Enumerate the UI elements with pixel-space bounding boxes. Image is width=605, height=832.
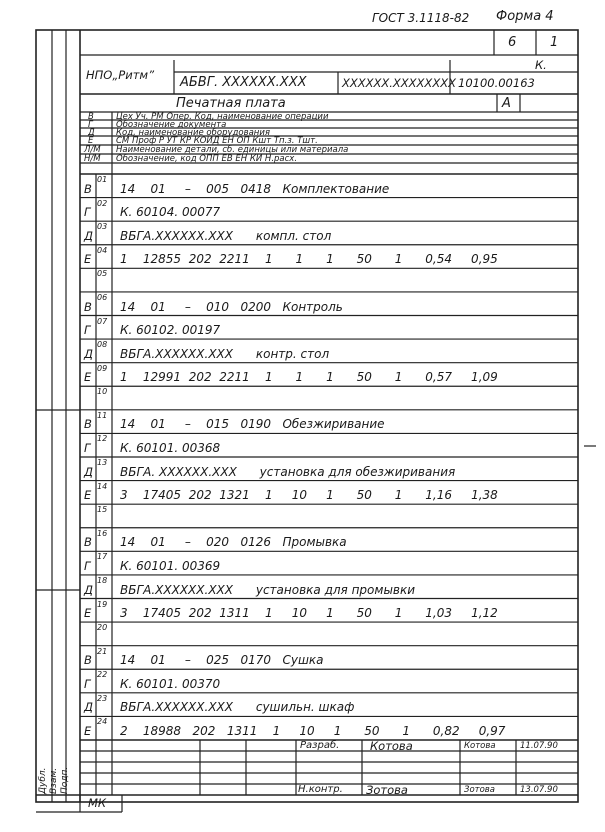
row-text: К. 60101. 00369 xyxy=(120,558,221,573)
legend-letter-nm: Н/М xyxy=(84,154,101,164)
row-text: 14 01 – 005 0418 Комплектование xyxy=(120,181,390,196)
row-number: 24 xyxy=(97,717,108,727)
organization-name: НПО„Ритм” xyxy=(86,68,155,82)
legend-text-lm: Наименование детали, сб. единицы или материала xyxy=(116,145,349,155)
row-number: 04 xyxy=(97,245,108,255)
row-number: 22 xyxy=(97,670,108,680)
row-text: 14 01 – 015 0190 Обезжиривание xyxy=(120,417,385,432)
side-label-podp: Подп. xyxy=(60,766,70,794)
row-letter: Д xyxy=(84,582,93,597)
row-text: ВБГА.XXXXXX.XXX контр. стол xyxy=(120,346,330,361)
row-number: 11 xyxy=(97,410,108,420)
row-letter: Г xyxy=(84,205,91,220)
legend-text-e: СМ Проф Р УТ КР КОИД ЕН ОП Кшт Тп.з. Тшт. xyxy=(116,136,318,146)
litera: А xyxy=(502,96,511,111)
row-letter: В xyxy=(84,653,92,668)
k-label: К. xyxy=(535,58,547,72)
row-text: К. 60101. 00368 xyxy=(120,441,221,455)
developed-label: Разраб. xyxy=(300,740,340,751)
row-number: 13 xyxy=(97,458,108,467)
row-text: ВБГА.XXXXXX.XXX компл. стол xyxy=(120,228,332,243)
row-text: 14 01 – 025 0170 Сушка xyxy=(120,653,324,668)
sheet-number: 6 xyxy=(508,35,517,50)
row-letter: Г xyxy=(84,323,91,338)
control-signature: Зотова xyxy=(464,785,496,795)
legend-letter-e: Е xyxy=(88,136,94,146)
row-text: 14 01 – 020 0126 Промывка xyxy=(120,535,347,550)
row-number: 17 xyxy=(97,552,108,562)
side-label-vzam: Взам. xyxy=(49,767,59,794)
row-text: 1 12855 202 2211 1 1 1 50 1 0,54 0,95 xyxy=(120,252,498,267)
row-text: К. 60102. 00197 xyxy=(120,323,221,338)
row-text: ВБГА.XXXXXX.XXX сушильн. шкаф xyxy=(120,700,355,715)
row-letter: Д xyxy=(84,228,93,243)
control-label: Н.контр. xyxy=(298,784,343,795)
part-name: Печатная плата xyxy=(176,96,286,111)
row-text: К. 60104. 00077 xyxy=(120,205,221,220)
row-text: 3 17405 202 1311 1 10 1 50 1 1,03 1,12 xyxy=(120,606,498,621)
row-letter: Д xyxy=(84,464,93,479)
row-text: К. 60101. 00370 xyxy=(120,676,221,691)
row-letter: В xyxy=(84,299,92,314)
row-text: ВБГА.XXXXXX.XXX установка для промывки xyxy=(120,582,416,597)
row-letter: В xyxy=(84,417,92,432)
legend-letter-lm: Л/М xyxy=(84,145,101,155)
row-number: 18 xyxy=(97,575,108,585)
row-number: 12 xyxy=(97,434,108,444)
developed-date: 11.07.90 xyxy=(520,741,558,751)
document-type: МК xyxy=(88,796,107,810)
document-code-2: XXXXXX.XXXXXXXX xyxy=(342,76,456,90)
row-number: 06 xyxy=(97,292,108,302)
row-number: 16 xyxy=(97,528,108,538)
row-number: 15 xyxy=(97,505,108,515)
row-letter: Г xyxy=(84,558,91,573)
legend-text-nm: Обозначение, код ОПП ЕВ ЕН КИ Н.расх. xyxy=(116,154,298,164)
row-letter: Е xyxy=(84,606,92,621)
legend-text-d: Код, наименование оборудования xyxy=(116,128,270,138)
row-number: 09 xyxy=(97,363,108,373)
row-text: ВБГА. XXXXXX.XXX установка для обезжиривания xyxy=(120,464,456,479)
developed-signature: Котова xyxy=(464,741,496,751)
row-number: 08 xyxy=(97,340,108,350)
row-letter: В xyxy=(84,181,92,196)
row-number: 03 xyxy=(97,222,108,232)
row-number: 23 xyxy=(97,693,108,703)
developed-name: Котова xyxy=(370,739,413,753)
row-number: 20 xyxy=(97,623,108,633)
document-code: АБВГ. XXXXXX.XXX xyxy=(180,75,307,90)
row-letter: Г xyxy=(84,441,91,455)
row-number: 19 xyxy=(97,599,108,609)
row-number: 01 xyxy=(97,175,108,184)
form-number: Форма 4 xyxy=(496,9,554,24)
legend-text-g: Обозначение документа xyxy=(116,120,227,130)
legend-letter-d: Д xyxy=(88,128,95,138)
control-name: Зотова xyxy=(366,783,408,797)
row-number: 07 xyxy=(97,316,108,326)
row-number: 05 xyxy=(97,269,108,279)
control-date: 13.07.90 xyxy=(520,785,558,795)
row-text: 1 12991 202 2211 1 1 1 50 1 0,57 1,09 xyxy=(120,370,498,385)
row-number: 14 xyxy=(97,481,108,491)
row-text: 2 18988 202 1311 1 10 1 50 1 0,82 0,97 xyxy=(120,724,506,738)
row-letter: В xyxy=(84,535,92,550)
row-letter: Е xyxy=(84,370,92,385)
row-number: 10 xyxy=(97,387,108,397)
row-letter: Е xyxy=(84,488,92,503)
row-number: 21 xyxy=(97,646,108,656)
legend-letter-g: Г xyxy=(88,120,93,130)
row-letter: Е xyxy=(84,724,92,738)
row-letter: Д xyxy=(84,346,93,361)
row-text: 3 17405 202 1321 1 10 1 50 1 1,16 1,38 xyxy=(120,488,498,503)
legend-letter-v: В xyxy=(88,112,94,122)
row-letter: Д xyxy=(84,700,93,715)
k-code: 10100.00163 xyxy=(458,76,535,90)
side-label-dubl: Дубл. xyxy=(38,767,48,794)
legend-text-v: Цех Уч. РМ Опер. Код, наименование операции xyxy=(116,112,329,122)
standard-code: ГОСТ 3.1118-82 xyxy=(372,11,470,25)
row-text: 14 01 – 010 0200 Контроль xyxy=(120,299,343,314)
row-letter: Г xyxy=(84,676,91,691)
row-letter: Е xyxy=(84,252,92,267)
row-number: 02 xyxy=(97,198,108,208)
sheets-count: 1 xyxy=(550,35,559,50)
